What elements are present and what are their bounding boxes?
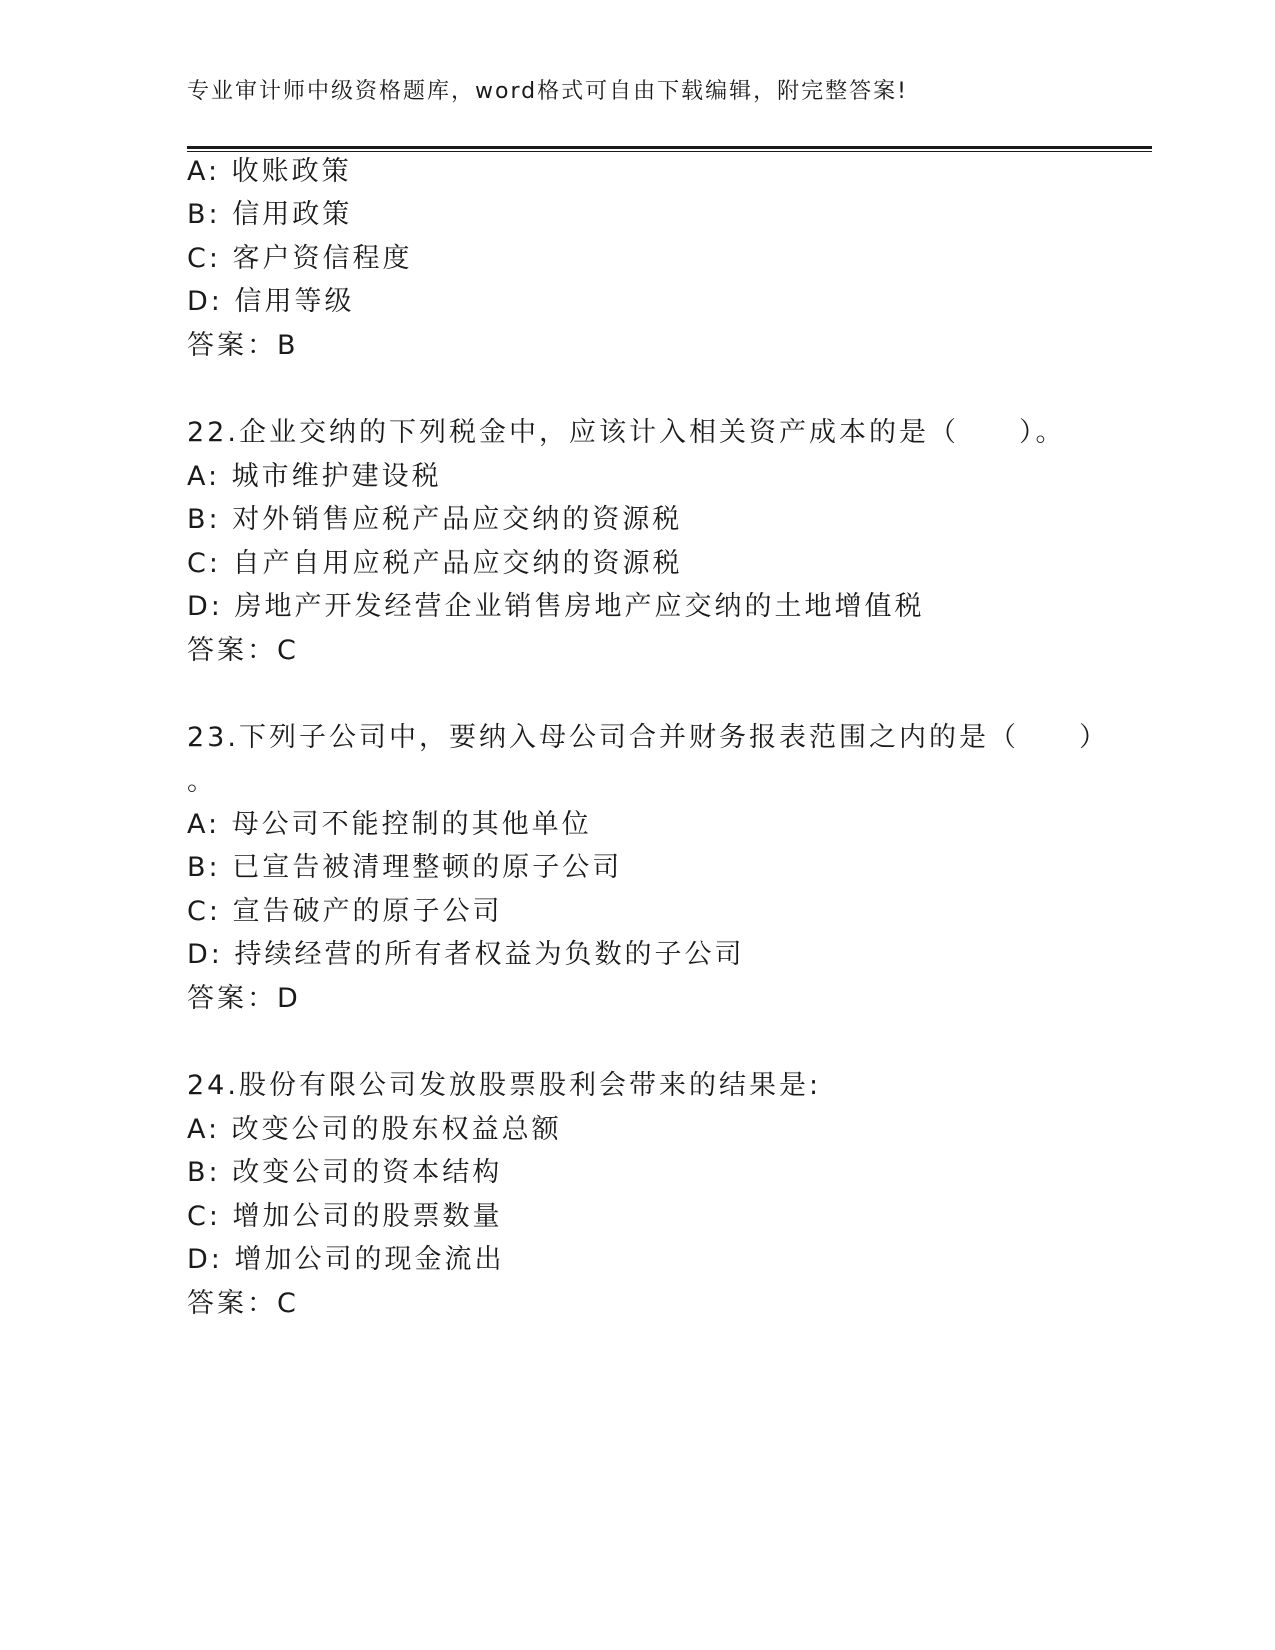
header-rule-thick	[187, 146, 1152, 149]
q23-option-a: A: 母公司不能控制的其他单位	[187, 809, 592, 840]
q24-question: 24.股份有限公司发放股票股利会带来的结果是:	[187, 1070, 822, 1101]
q22-option-d: D: 房地产开发经营企业销售房地产应交纳的土地增值税	[187, 591, 925, 622]
q23-question: 23.下列子公司中，要纳入母公司合并财务报表范围之内的是（ ）	[187, 722, 1109, 753]
q21-option-a: A: 收账政策	[187, 156, 352, 187]
q23-answer: 答案：D	[187, 983, 301, 1014]
q23-option-d: D: 持续经营的所有者权益为负数的子公司	[187, 939, 745, 970]
q24-option-a: A: 改变公司的股东权益总额	[187, 1114, 562, 1145]
q24-option-b: B: 改变公司的资本结构	[187, 1157, 503, 1188]
header-rule-thin	[187, 151, 1152, 152]
q22-option-c: C: 自产自用应税产品应交纳的资源税	[187, 548, 683, 579]
q24-option-c: C: 增加公司的股票数量	[187, 1201, 503, 1232]
q22-question: 22.企业交纳的下列税金中，应该计入相关资产成本的是（ ）。	[187, 417, 1066, 448]
q21-option-c: C: 客户资信程度	[187, 243, 413, 274]
q21-option-b: B: 信用政策	[187, 199, 353, 230]
q24-option-d: D: 增加公司的现金流出	[187, 1244, 505, 1275]
q21-answer: 答案：B	[187, 330, 299, 361]
q22-answer: 答案：C	[187, 635, 299, 666]
q22-option-b: B: 对外销售应税产品应交纳的资源税	[187, 504, 683, 535]
q23-question-cont: 。	[187, 766, 217, 797]
q22-option-a: A: 城市维护建设税	[187, 461, 442, 492]
q23-option-c: C: 宣告破产的原子公司	[187, 896, 503, 927]
q24-answer: 答案：C	[187, 1288, 299, 1319]
q23-option-b: B: 已宣告被清理整顿的原子公司	[187, 852, 623, 883]
page-header: 专业审计师中级资格题库，word格式可自由下载编辑，附完整答案!	[187, 79, 908, 104]
q21-option-d: D: 信用等级	[187, 286, 355, 317]
